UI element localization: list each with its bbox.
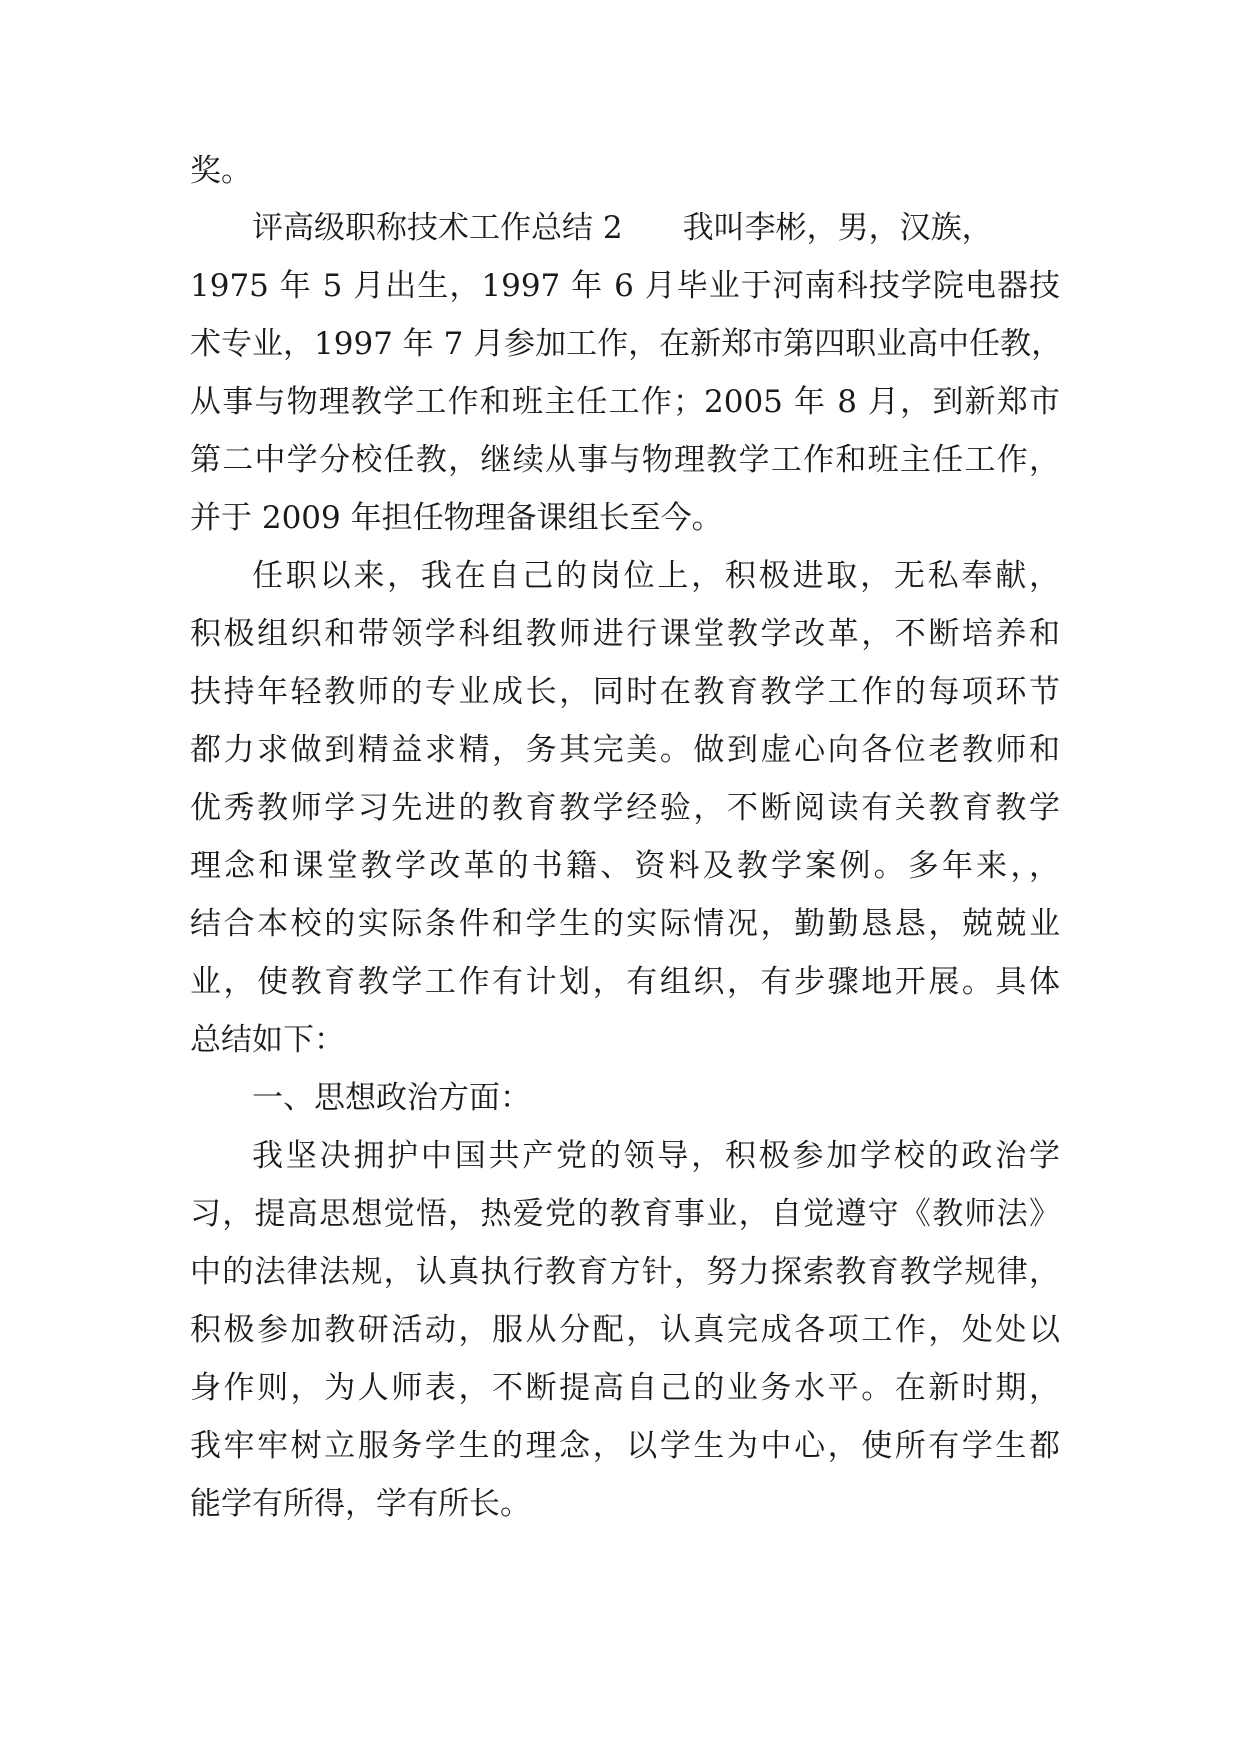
text-line: 总结如下： — [190, 1022, 345, 1058]
text-line: 扶持年轻教师的专业成长，同时在教育教学工作的每项环节 — [190, 674, 1060, 710]
text-line: 我坚决拥护中国共产党的领导，积极参加学校的政治学 — [252, 1138, 1060, 1174]
text-line: 积极参加教研活动，服从分配，认真完成各项工作，处处以 — [190, 1312, 1060, 1348]
text-line: 积极组织和带领学科组教师进行课堂教学改革，不断培养和 — [190, 616, 1060, 652]
text-line: 第二中学分校任教，继续从事与物理教学工作和班主任工作， — [190, 442, 1060, 478]
text-line: 能学有所得，学有所长。 — [190, 1486, 531, 1522]
text-line: 理念和课堂教学改革的书籍、资料及教学案例。多年来，， — [190, 848, 1060, 884]
text-line: 从事与物理教学工作和班主任工作；2005 年 8 月，到新郑市 — [190, 384, 1060, 420]
text-line: 业，使教育教学工作有计划，有组织，有步骤地开展。具体 — [190, 964, 1060, 1000]
text-line: 结合本校的实际条件和学生的实际情况，勤勤恳恳，兢兢业 — [190, 906, 1060, 942]
text-line: 中的法律法规，认真执行教育方针，努力探索教育教学规律， — [190, 1254, 1060, 1290]
text-line: 都力求做到精益求精，务其完美。做到虚心向各位老教师和 — [190, 732, 1060, 768]
text-line: 习，提高思想觉悟，热爱党的教育事业，自觉遵守《教师法》 — [190, 1196, 1060, 1232]
section-heading: 一、思想政治方面： — [252, 1080, 531, 1116]
heading-line — [252, 208, 1060, 248]
text-line: 优秀教师学习先进的教育教学经验，不断阅读有关教育教学 — [190, 790, 1060, 826]
text-line: 任职以来，我在自己的岗位上，积极进取，无私奉献， — [252, 558, 1060, 594]
text-line: 奖。 — [190, 153, 252, 189]
text-line: 1975 年 5 月出生，1997 年 6 月毕业于河南科技学院电器技 — [190, 268, 1060, 304]
text-fragment: 我叫李彬，男，汉族， — [682, 210, 993, 246]
text-line: 身作则，为人师表，不断提高自己的业务水平。在新时期， — [190, 1370, 1060, 1406]
text-line: 并于 2009 年担任物理备课组长至今。 — [190, 500, 723, 536]
text-line: 术专业，1997 年 7 月参加工作，在新郑市第四职业高中任教， — [190, 326, 1063, 362]
section-title: 评高级职称技术工作总结 2 — [252, 210, 623, 246]
text-line: 我牢牢树立服务学生的理念，以学生为中心，使所有学生都 — [190, 1428, 1060, 1464]
